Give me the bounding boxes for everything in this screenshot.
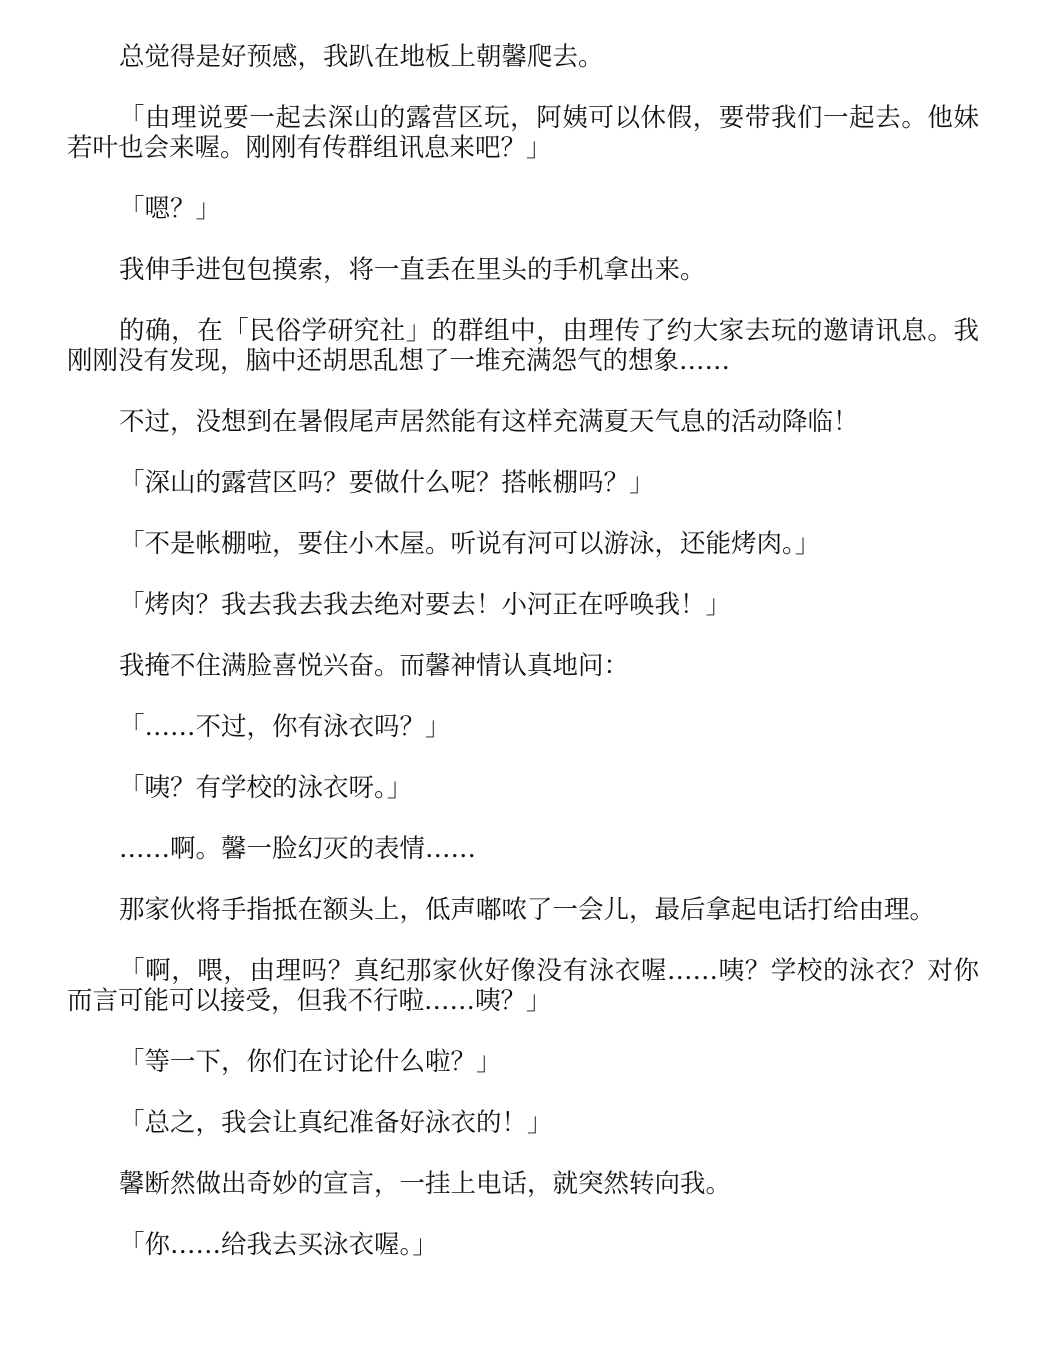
paragraph: 我伸手进包包摸索，将一直丢在里头的手机拿出来。 — [119, 255, 706, 285]
paragraph: 「深山的露营区吗？要做什么呢？搭帐棚吗？」 — [119, 468, 655, 498]
paragraph: ……啊。馨一脸幻灭的表情…… — [119, 834, 477, 864]
paragraph: 「烤肉？我去我去我去绝对要去！小河正在呼唤我！」 — [119, 590, 732, 620]
paragraph: 「等一下，你们在讨论什么啦？」 — [119, 1047, 502, 1077]
paragraph: 「咦？有学校的泳衣呀。」 — [119, 773, 413, 803]
paragraph: 不过，没想到在暑假尾声居然能有这样充满夏天气息的活动降临！ — [119, 407, 859, 437]
paragraph: 总觉得是好预感，我趴在地板上朝馨爬去。 — [119, 42, 604, 72]
paragraph: 我掩不住满脸喜悦兴奋。而馨神情认真地问： — [119, 651, 630, 681]
paragraph: 馨断然做出奇妙的宣言，一挂上电话，就突然转向我。 — [119, 1169, 732, 1199]
paragraph: 「不是帐棚啦，要住小木屋。听说有河可以游泳，还能烤肉。」 — [119, 529, 821, 559]
paragraph: 「由理说要一起去深山的露营区玩，阿姨可以休假，要带我们一起去。他妹若叶也会来喔。刚刚有传群组讯息来吧？」 — [67, 103, 979, 163]
paragraph: 「你……给我去买泳衣喔。」 — [119, 1230, 438, 1260]
paragraph: 「嗯？」 — [119, 194, 222, 224]
paragraph: 那家伙将手指抵在额头上，低声嘟哝了一会儿，最后拿起电话打给由理。 — [119, 895, 936, 925]
paragraph: 「啊，喂，由理吗？真纪那家伙好像没有泳衣喔……咦？学校的泳衣？对你而言可能可以接受，但我不行啦……咦？」 — [67, 956, 979, 1016]
paragraph: 「……不过，你有泳衣吗？」 — [119, 712, 451, 742]
document-page — [67, 42, 979, 1291]
paragraph: 「总之，我会让真纪准备好泳衣的！」 — [119, 1108, 553, 1138]
paragraph: 的确，在「民俗学研究社」的群组中，由理传了约大家去玩的邀请讯息。我刚刚没有发现，脑中还胡思乱想了一堆充满怨气的想象…… — [67, 316, 979, 376]
